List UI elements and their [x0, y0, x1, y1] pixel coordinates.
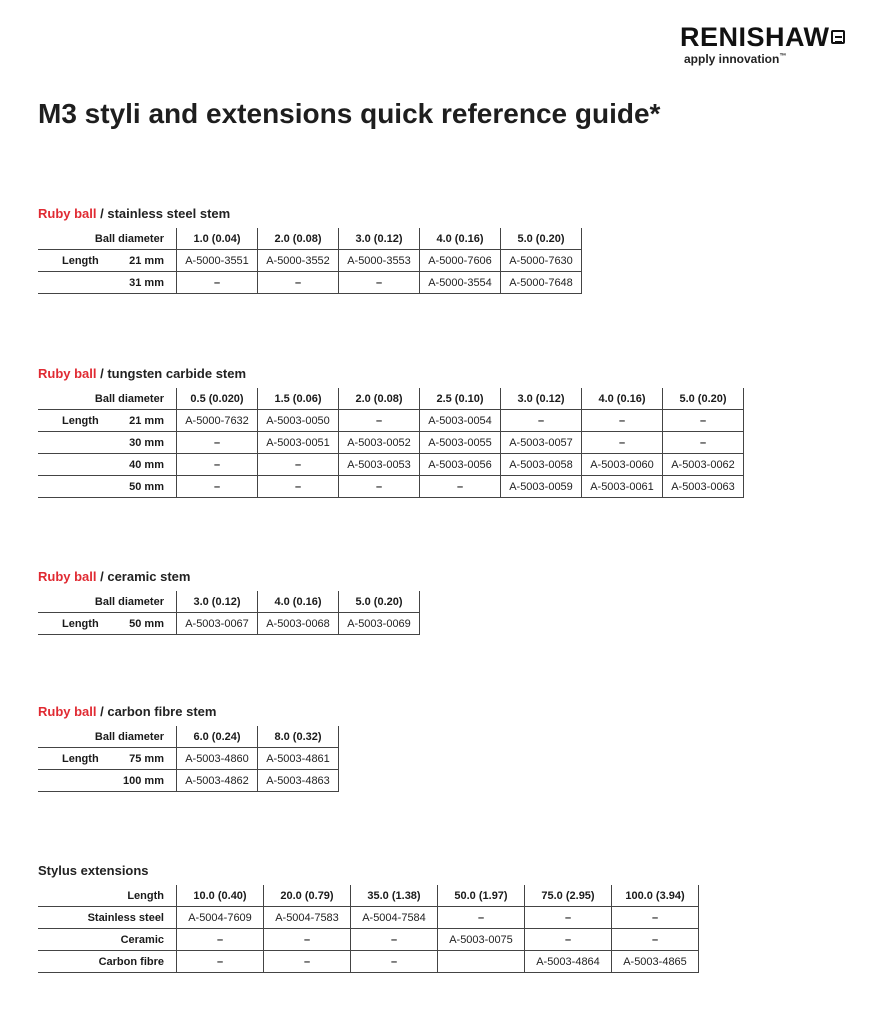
part-number-cell: – — [177, 432, 258, 454]
part-number-cell: A-5000-3551 — [177, 250, 258, 272]
part-number-cell: – — [177, 272, 258, 294]
column-header: 3.0 (0.12) — [339, 228, 420, 250]
column-header: 10.0 (0.40) — [177, 885, 264, 907]
part-number-cell: A-5003-0053 — [339, 454, 420, 476]
part-number-cell: A-5003-4860 — [177, 748, 258, 770]
table-header-row — [38, 885, 699, 907]
part-number-cell: A-5003-0068 — [258, 613, 339, 635]
part-number-cell: – — [582, 410, 663, 432]
part-number-cell: A-5003-0052 — [339, 432, 420, 454]
part-number-cell: A-5004-7583 — [264, 907, 351, 929]
part-number-cell: – — [177, 951, 264, 973]
part-number-cell: – — [258, 272, 339, 294]
table-row — [38, 250, 582, 272]
header-label: Ball diameter — [38, 388, 177, 410]
row-size-label: 100 mm — [123, 774, 164, 787]
part-number-cell: A-5000-7606 — [420, 250, 501, 272]
part-number-cell: A-5003-0058 — [501, 454, 582, 476]
column-header: 50.0 (1.97) — [438, 885, 525, 907]
part-number-cell: A-5003-4865 — [612, 951, 699, 973]
column-header: 35.0 (1.38) — [351, 885, 438, 907]
part-number-cell: – — [264, 929, 351, 951]
table-row — [38, 454, 744, 476]
part-number-cell: A-5003-4861 — [258, 748, 339, 770]
section-title — [38, 569, 420, 585]
section-title-material: Ruby ball — [38, 206, 97, 221]
row-label — [38, 272, 177, 294]
table-row — [38, 432, 744, 454]
row-group-label: Length — [62, 752, 99, 765]
part-number-cell: – — [339, 476, 420, 498]
column-header: 3.0 (0.12) — [501, 388, 582, 410]
part-number-cell: A-5004-7609 — [177, 907, 264, 929]
section-carbon-fibre-stem — [38, 704, 339, 792]
section-ceramic-stem — [38, 569, 420, 635]
column-header: 0.5 (0.020) — [177, 388, 258, 410]
row-size-label: 50 mm — [129, 617, 164, 630]
section-title-stem: Stylus extensions — [38, 863, 149, 878]
part-number-table — [38, 885, 699, 973]
part-number-cell: – — [258, 454, 339, 476]
column-header: 100.0 (3.94) — [612, 885, 699, 907]
part-number-cell — [438, 951, 525, 973]
row-label — [38, 748, 177, 770]
row-label — [38, 476, 177, 498]
column-header: 1.5 (0.06) — [258, 388, 339, 410]
row-size-label: Ceramic — [120, 933, 164, 946]
part-number-cell: – — [339, 410, 420, 432]
row-size-label: 21 mm — [129, 414, 164, 427]
part-number-table — [38, 388, 744, 498]
column-header: 5.0 (0.20) — [663, 388, 744, 410]
table-header-row — [38, 228, 582, 250]
section-title-material: Ruby ball — [38, 704, 97, 719]
table-row — [38, 951, 699, 973]
part-number-cell: – — [258, 476, 339, 498]
row-group-label: Length — [62, 414, 99, 427]
row-label — [38, 432, 177, 454]
part-number-cell: – — [582, 432, 663, 454]
part-number-cell: – — [663, 432, 744, 454]
part-number-table — [38, 228, 582, 294]
logo-wordmark: RENISHAW — [680, 22, 894, 52]
section-title-stem: / carbon fibre stem — [96, 704, 217, 719]
part-number-cell: A-5000-3552 — [258, 250, 339, 272]
column-header: 4.0 (0.16) — [582, 388, 663, 410]
table-row — [38, 476, 744, 498]
table-row — [38, 929, 699, 951]
section-title — [38, 863, 699, 879]
part-number-cell: A-5003-0051 — [258, 432, 339, 454]
part-number-cell: A-5003-0059 — [501, 476, 582, 498]
part-number-cell: – — [264, 951, 351, 973]
page-title: M3 styli and extensions quick reference guide* — [38, 98, 661, 129]
row-label — [38, 907, 177, 929]
table-header-row — [38, 591, 420, 613]
row-size-label: Stainless steel — [87, 911, 164, 924]
table-row — [38, 613, 420, 635]
part-number-cell: A-5000-7648 — [501, 272, 582, 294]
part-number-cell: – — [663, 410, 744, 432]
part-number-cell: – — [438, 907, 525, 929]
part-number-cell: – — [420, 476, 501, 498]
table-row — [38, 410, 744, 432]
part-number-cell: – — [177, 929, 264, 951]
part-number-cell: A-5003-0057 — [501, 432, 582, 454]
part-number-cell: A-5000-3554 — [420, 272, 501, 294]
table-row — [38, 748, 339, 770]
part-number-cell: A-5003-0069 — [339, 613, 420, 635]
part-number-cell: – — [525, 929, 612, 951]
part-number-cell: A-5000-3553 — [339, 250, 420, 272]
section-title-material: Ruby ball — [38, 366, 97, 381]
row-label — [38, 929, 177, 951]
column-header: 75.0 (2.95) — [525, 885, 612, 907]
table-header-row — [38, 388, 744, 410]
column-header: 3.0 (0.12) — [177, 591, 258, 613]
row-label — [38, 250, 177, 272]
column-header: 2.0 (0.08) — [339, 388, 420, 410]
part-number-cell: A-5003-0062 — [663, 454, 744, 476]
column-header: 4.0 (0.16) — [420, 228, 501, 250]
header-label: Ball diameter — [38, 591, 177, 613]
header-label: Ball diameter — [38, 228, 177, 250]
section-title-material: Ruby ball — [38, 569, 97, 584]
column-header: 6.0 (0.24) — [177, 726, 258, 748]
section-title — [38, 366, 744, 382]
part-number-cell: A-5003-4864 — [525, 951, 612, 973]
part-number-cell: A-5003-4863 — [258, 770, 339, 792]
table-row — [38, 907, 699, 929]
row-group-label: Length — [62, 254, 99, 267]
part-number-cell: A-5003-0054 — [420, 410, 501, 432]
part-number-cell: A-5003-0056 — [420, 454, 501, 476]
table-header-row — [38, 726, 339, 748]
section-title — [38, 704, 339, 720]
part-number-cell: A-5003-0060 — [582, 454, 663, 476]
column-header: 1.0 (0.04) — [177, 228, 258, 250]
part-number-cell: A-5003-0055 — [420, 432, 501, 454]
column-header: 2.5 (0.10) — [420, 388, 501, 410]
part-number-cell: A-5003-0061 — [582, 476, 663, 498]
row-size-label: Carbon fibre — [98, 955, 164, 968]
part-number-cell: – — [525, 907, 612, 929]
row-size-label: 30 mm — [129, 436, 164, 449]
part-number-cell: A-5003-0067 — [177, 613, 258, 635]
column-header: 4.0 (0.16) — [258, 591, 339, 613]
part-number-cell: – — [339, 272, 420, 294]
part-number-cell: A-5003-0075 — [438, 929, 525, 951]
column-header: 8.0 (0.32) — [258, 726, 339, 748]
part-number-cell: – — [351, 951, 438, 973]
part-number-cell: A-5003-0050 — [258, 410, 339, 432]
section-title-stem: / ceramic stem — [96, 569, 191, 584]
part-number-table — [38, 726, 339, 792]
part-number-cell: – — [612, 929, 699, 951]
header-label: Length — [38, 885, 177, 907]
row-label — [38, 613, 177, 635]
part-number-cell: A-5003-0063 — [663, 476, 744, 498]
row-size-label: 31 mm — [129, 276, 164, 289]
part-number-cell: – — [177, 454, 258, 476]
row-size-label: 40 mm — [129, 458, 164, 471]
header-label: Ball diameter — [38, 726, 177, 748]
row-size-label: 75 mm — [129, 752, 164, 765]
column-header: 20.0 (0.79) — [264, 885, 351, 907]
part-number-cell: – — [612, 907, 699, 929]
renishaw-logo — [680, 22, 894, 66]
section-title-stem: / stainless steel stem — [96, 206, 231, 221]
part-number-table — [38, 591, 420, 635]
section-tungsten-carbide-stem — [38, 366, 744, 498]
row-label — [38, 454, 177, 476]
row-label — [38, 770, 177, 792]
row-size-label: 50 mm — [129, 480, 164, 493]
column-header: 2.0 (0.08) — [258, 228, 339, 250]
logo-tagline: apply innovation™ — [684, 52, 787, 66]
part-number-cell: – — [351, 929, 438, 951]
row-size-label: 21 mm — [129, 254, 164, 267]
row-label — [38, 951, 177, 973]
part-number-cell: – — [177, 476, 258, 498]
section-title-stem: / tungsten carbide stem — [96, 366, 247, 381]
column-header: 5.0 (0.20) — [339, 591, 420, 613]
row-group-label: Length — [62, 617, 99, 630]
part-number-cell: A-5004-7584 — [351, 907, 438, 929]
part-number-cell: A-5000-7630 — [501, 250, 582, 272]
section-stainless-steel-stem — [38, 206, 582, 294]
logo-symbol-icon — [831, 30, 845, 44]
section-title — [38, 206, 582, 222]
table-row — [38, 272, 582, 294]
column-header: 5.0 (0.20) — [501, 228, 582, 250]
part-number-cell: – — [501, 410, 582, 432]
table-row — [38, 770, 339, 792]
section-stylus-extensions — [38, 863, 699, 973]
row-label — [38, 410, 177, 432]
part-number-cell: A-5003-4862 — [177, 770, 258, 792]
part-number-cell: A-5000-7632 — [177, 410, 258, 432]
